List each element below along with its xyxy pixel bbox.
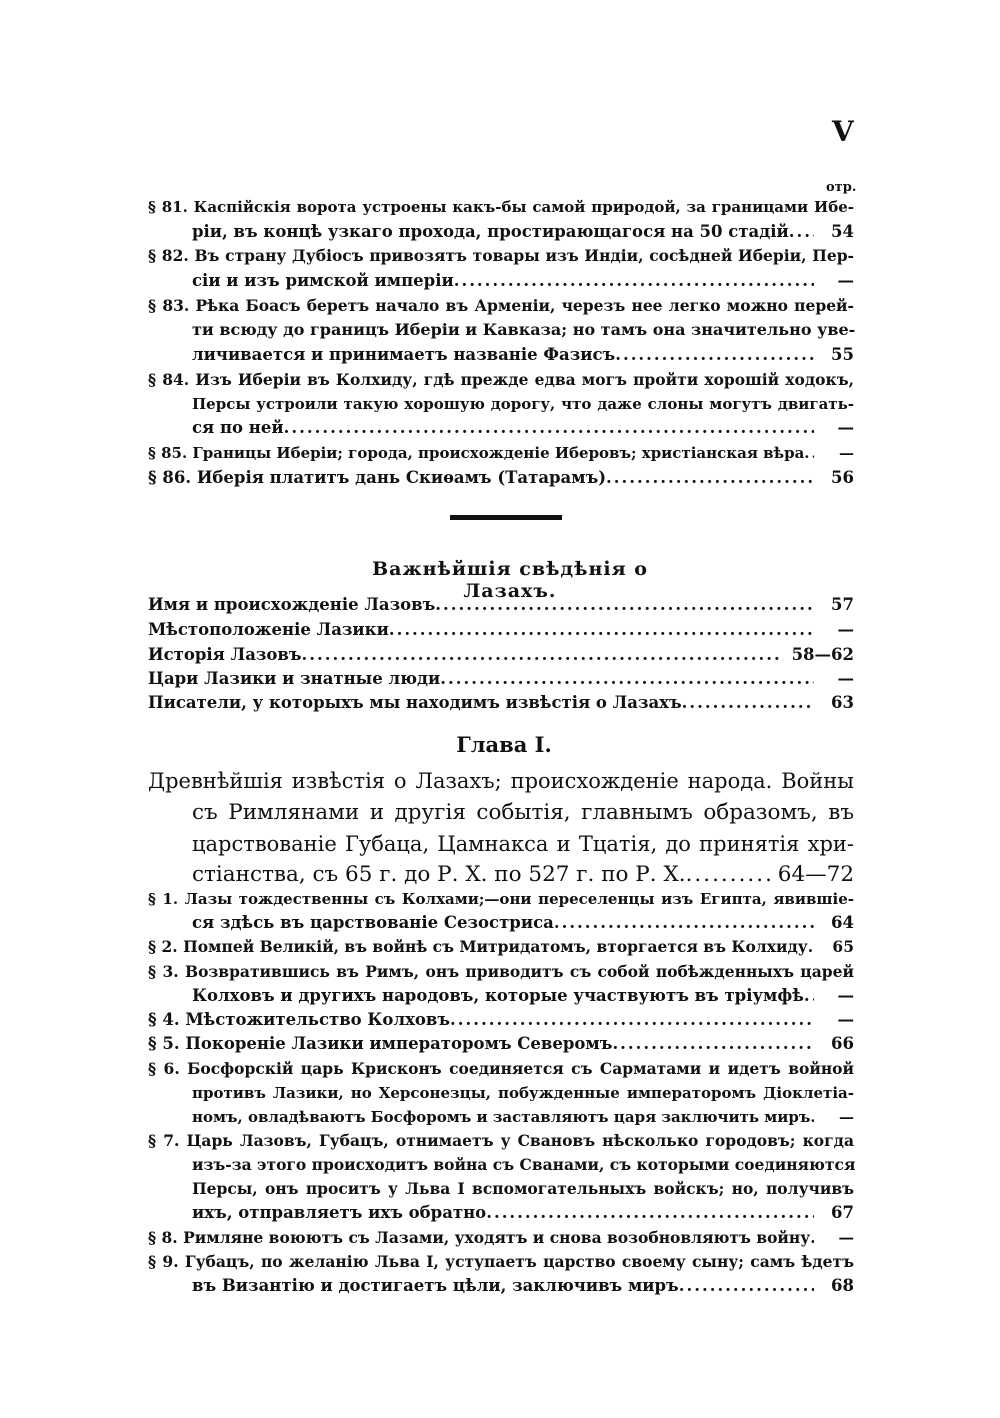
- toc-entry-82-page: —: [837, 271, 854, 290]
- chapter-title: Глава I.: [456, 732, 552, 757]
- chapter-page-range: 64—72: [777, 862, 854, 887]
- chapter-item-4: § 4. Мѣстожительство Колховъ ..... —: [148, 1008, 854, 1032]
- toc-item-location: Мѣстоположеніе Лазики ..... —: [148, 618, 854, 642]
- toc-item-names: Имя и происхожденіе Лазовъ ..... 57: [148, 593, 854, 617]
- toc-entry-85: § 85. Границы Иберіи; города, происхожденіе Иберовъ; христіанская вѣра ..... —: [148, 441, 854, 465]
- toc-entry-83-line-2: ти всюду до границъ Иберіи и Кавказа; но тамъ она значительно уве-: [192, 320, 856, 339]
- section-title: Важнѣйшія свѣдѣнія о Лазахъ.: [372, 558, 648, 602]
- chapter-item-5: § 5. Покореніе Лазики императоромъ Северомъ ..... 66: [148, 1032, 854, 1056]
- toc-item-kings: Цари Лазики и знатные люди ..... —: [148, 667, 854, 691]
- chapter-item-6-line-2: противъ Лазики, но Херсонезцы, побужденные императоромъ Діоклетіа-: [192, 1084, 854, 1102]
- section-divider: [450, 515, 562, 520]
- toc-entry-81-line-1: § 81. Каспійскія ворота устроены какъ-бы самой природой, за границами Ибе-: [148, 198, 854, 216]
- chapter-item-3-line-1: § 3. Возвратившись въ Римъ, онъ приводитъ съ собой побѣжденныхъ царей: [148, 962, 854, 981]
- chapter-item-1-line-2: ся здѣсь въ царствованіе Сезостриса ..... 64: [192, 911, 854, 935]
- toc-entry-83-page: 55: [831, 345, 854, 364]
- chapter-item-6-line-3: номъ, овладѣваютъ Босфоромъ и заставляютъ царя заключить миръ ..... —: [192, 1105, 854, 1129]
- chapter-item-7-line-1: § 7. Царь Лазовъ, Губацъ, отнимаетъ у Свановъ нѣсколько городовъ; когда: [148, 1131, 854, 1150]
- toc-entry-84-line-2: Персы устроили такую хорошую дорогу, что даже слоны могутъ двигать-: [192, 395, 854, 413]
- toc-entry-83-line-3: личивается и принимаетъ названіе Фазисъ ..... 55: [192, 343, 854, 367]
- chapter-item-1-line-1: § 1. Лазы тождественны съ Колхами;—они переселенцы изъ Египта, явившіе-: [148, 890, 854, 908]
- toc-entry-84-line-3: ся по ней ..... —: [192, 416, 854, 440]
- toc-entry-81-page: 54: [831, 222, 854, 241]
- chapter-item-7-line-3: Персы, онъ проситъ у Льва I вспомогательныхъ войскъ; но, получивъ: [192, 1179, 854, 1198]
- toc-entry-84-line-1: § 84. Изъ Иберіи въ Колхиду, гдѣ прежде едва могъ пройти хорошій ходокъ,: [148, 370, 854, 389]
- chapter-item-9-line-2: въ Византію и достигаетъ цѣли, заключивъ миръ ..... 68: [192, 1274, 854, 1298]
- chapter-item-2: § 2. Помпей Великій, въ войнѣ съ Митридатомъ, вторгается въ Колхиду ..... 65: [148, 935, 854, 959]
- chapter-item-8: § 8. Римляне воюютъ съ Лазами, уходятъ и снова возобновляютъ войну ..... —: [148, 1226, 854, 1250]
- toc-entry-86-page: 56: [831, 468, 854, 487]
- chapter-subtitle-line-3: царствованіе Губаца, Цамнакса и Тцатія, до принятія хри-: [192, 832, 854, 856]
- chapter-item-9-line-1: § 9. Губацъ, по желанію Льва I, уступаетъ царство своему сыну; самъ ѣдетъ: [148, 1252, 854, 1271]
- chapter-item-7-line-2: изъ-за этого происходитъ война съ Сванами, съ которыми соединяются: [192, 1155, 856, 1174]
- toc-entry-82-line-2: сіи и изъ римской имперіи ..... —: [192, 269, 854, 293]
- chapter-item-6-line-1: § 6. Босфорскій царь Крисконъ соединяется съ Сарматами и идетъ войной: [148, 1059, 854, 1078]
- toc-entry-85-page: —: [839, 444, 854, 462]
- chapter-subtitle-line-1: Древнѣйшія извѣстія о Лазахъ; происхожденіе народа. Войны: [148, 769, 854, 793]
- toc-item-history: Исторія Лазовъ ..... 58—62: [148, 643, 854, 667]
- toc-entry-84-page: —: [837, 418, 854, 437]
- chapter-item-3-line-2: Колховъ и другихъ народовъ, которые участвуютъ въ тріумфѣ ..... —: [192, 984, 854, 1008]
- toc-item-writers: Писатели, у которыхъ мы находимъ извѣстія о Лазахъ ..... 63: [148, 691, 854, 715]
- chapter-subtitle-line-2: съ Римлянами и другія событія, главнымъ образомъ, въ: [192, 800, 854, 825]
- toc-entry-83-line-1: § 83. Рѣка Боасъ беретъ начало въ Арменіи, черезъ нее легко можно перей-: [148, 296, 854, 315]
- page-number: V: [832, 115, 854, 148]
- toc-entry-81-line-2: ріи, въ концѣ узкаго прохода, простирающагося на 50 стадій ..... 54: [192, 220, 854, 244]
- chapter-item-7-line-4: ихъ, отправляетъ ихъ обратно ..... 67: [192, 1201, 854, 1225]
- toc-entry-86: § 86. Иберія платитъ дань Скиѳамъ (Татарамъ) ..... 56: [148, 466, 854, 490]
- page-column-label: отр.: [826, 180, 857, 195]
- chapter-subtitle-line-4: стіанства, съ 65 г. до Р. Х. по 527 г. по Р. Х. ..... 64—72: [192, 859, 854, 891]
- toc-entry-82-line-1: § 82. Въ страну Дубіосъ привозятъ товары изъ Индіи, сосѣдней Иберіи, Пер-: [148, 246, 854, 265]
